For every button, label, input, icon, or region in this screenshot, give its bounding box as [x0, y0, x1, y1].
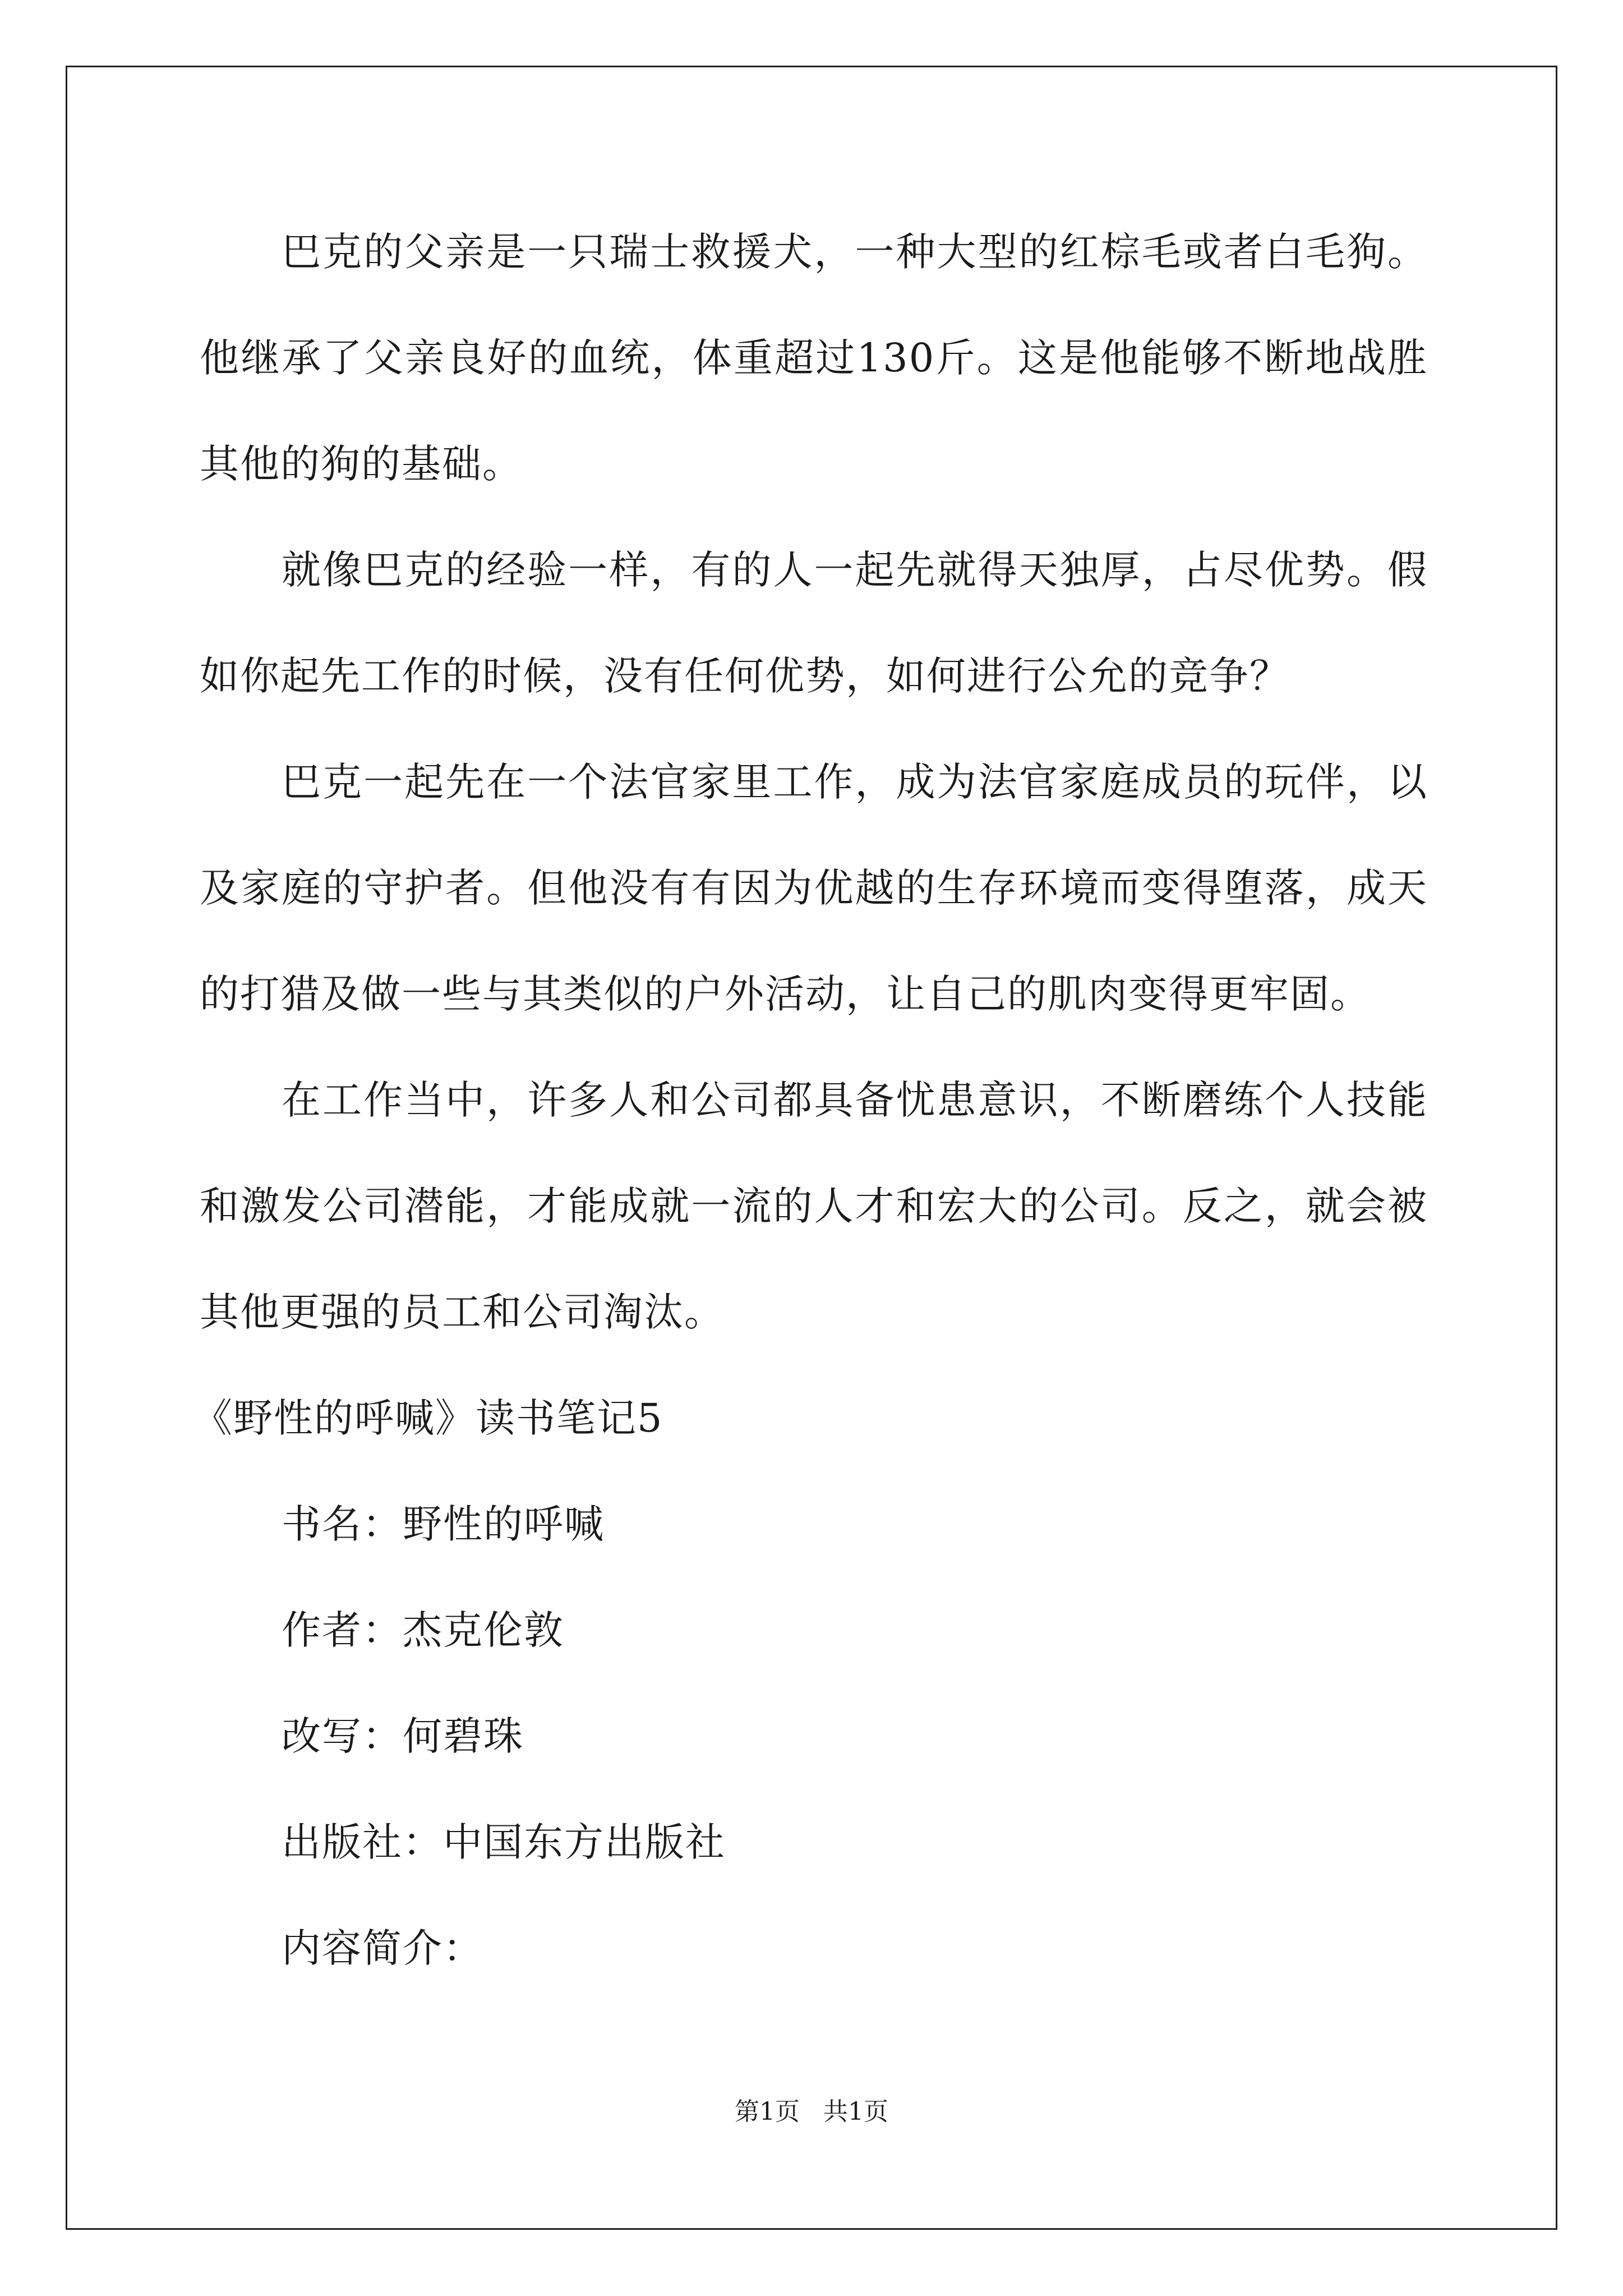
paragraph-1: 巴克的父亲是一只瑞士救援犬，一种大型的红棕毛或者白毛狗。他继承了父亲良好的血统，体重超过130斤。这是他能够不断地战胜其他的狗的基础。 [200, 229, 1428, 487]
section-heading: 《野性的呼喊》读书笔记5 [193, 1395, 663, 1441]
paragraph-4: 在工作当中，许多人和公司都具备忧患意识，不断磨练个人技能和激发公司潜能，才能成就一流的人才和宏大的公司。反之，就会被其他更强的员工和公司淘汰。 [200, 1077, 1428, 1335]
page-footer [0, 2095, 1623, 2129]
paragraph-2: 就像巴克的经验一样，有的人一起先就得天独厚，占尽优势。假如你起先工作的时候，没有任何优势，如何进行公允的竞争？ [200, 547, 1428, 699]
page-number: 第1页 [735, 2097, 800, 2126]
document-body [193, 199, 1428, 2001]
adapter-line: 改写：何碧珠 [282, 1713, 524, 1759]
book-title-line: 书名：野性的呼喊 [282, 1501, 605, 1547]
author-line: 作者：杰克伦敦 [282, 1607, 564, 1653]
page-total: 共1页 [823, 2097, 888, 2126]
paragraph-3: 巴克一起先在一个法官家里工作，成为法官家庭成员的玩伴，以及家庭的守护者。但他没有有因为优越的生存环境而变得堕落，成天的打猎及做一些与其类似的户外活动，让自己的肌肉变得更牢固。 [200, 759, 1428, 1017]
summary-label: 内容简介： [282, 1925, 483, 1971]
publisher-line: 出版社：中国东方出版社 [282, 1819, 726, 1865]
